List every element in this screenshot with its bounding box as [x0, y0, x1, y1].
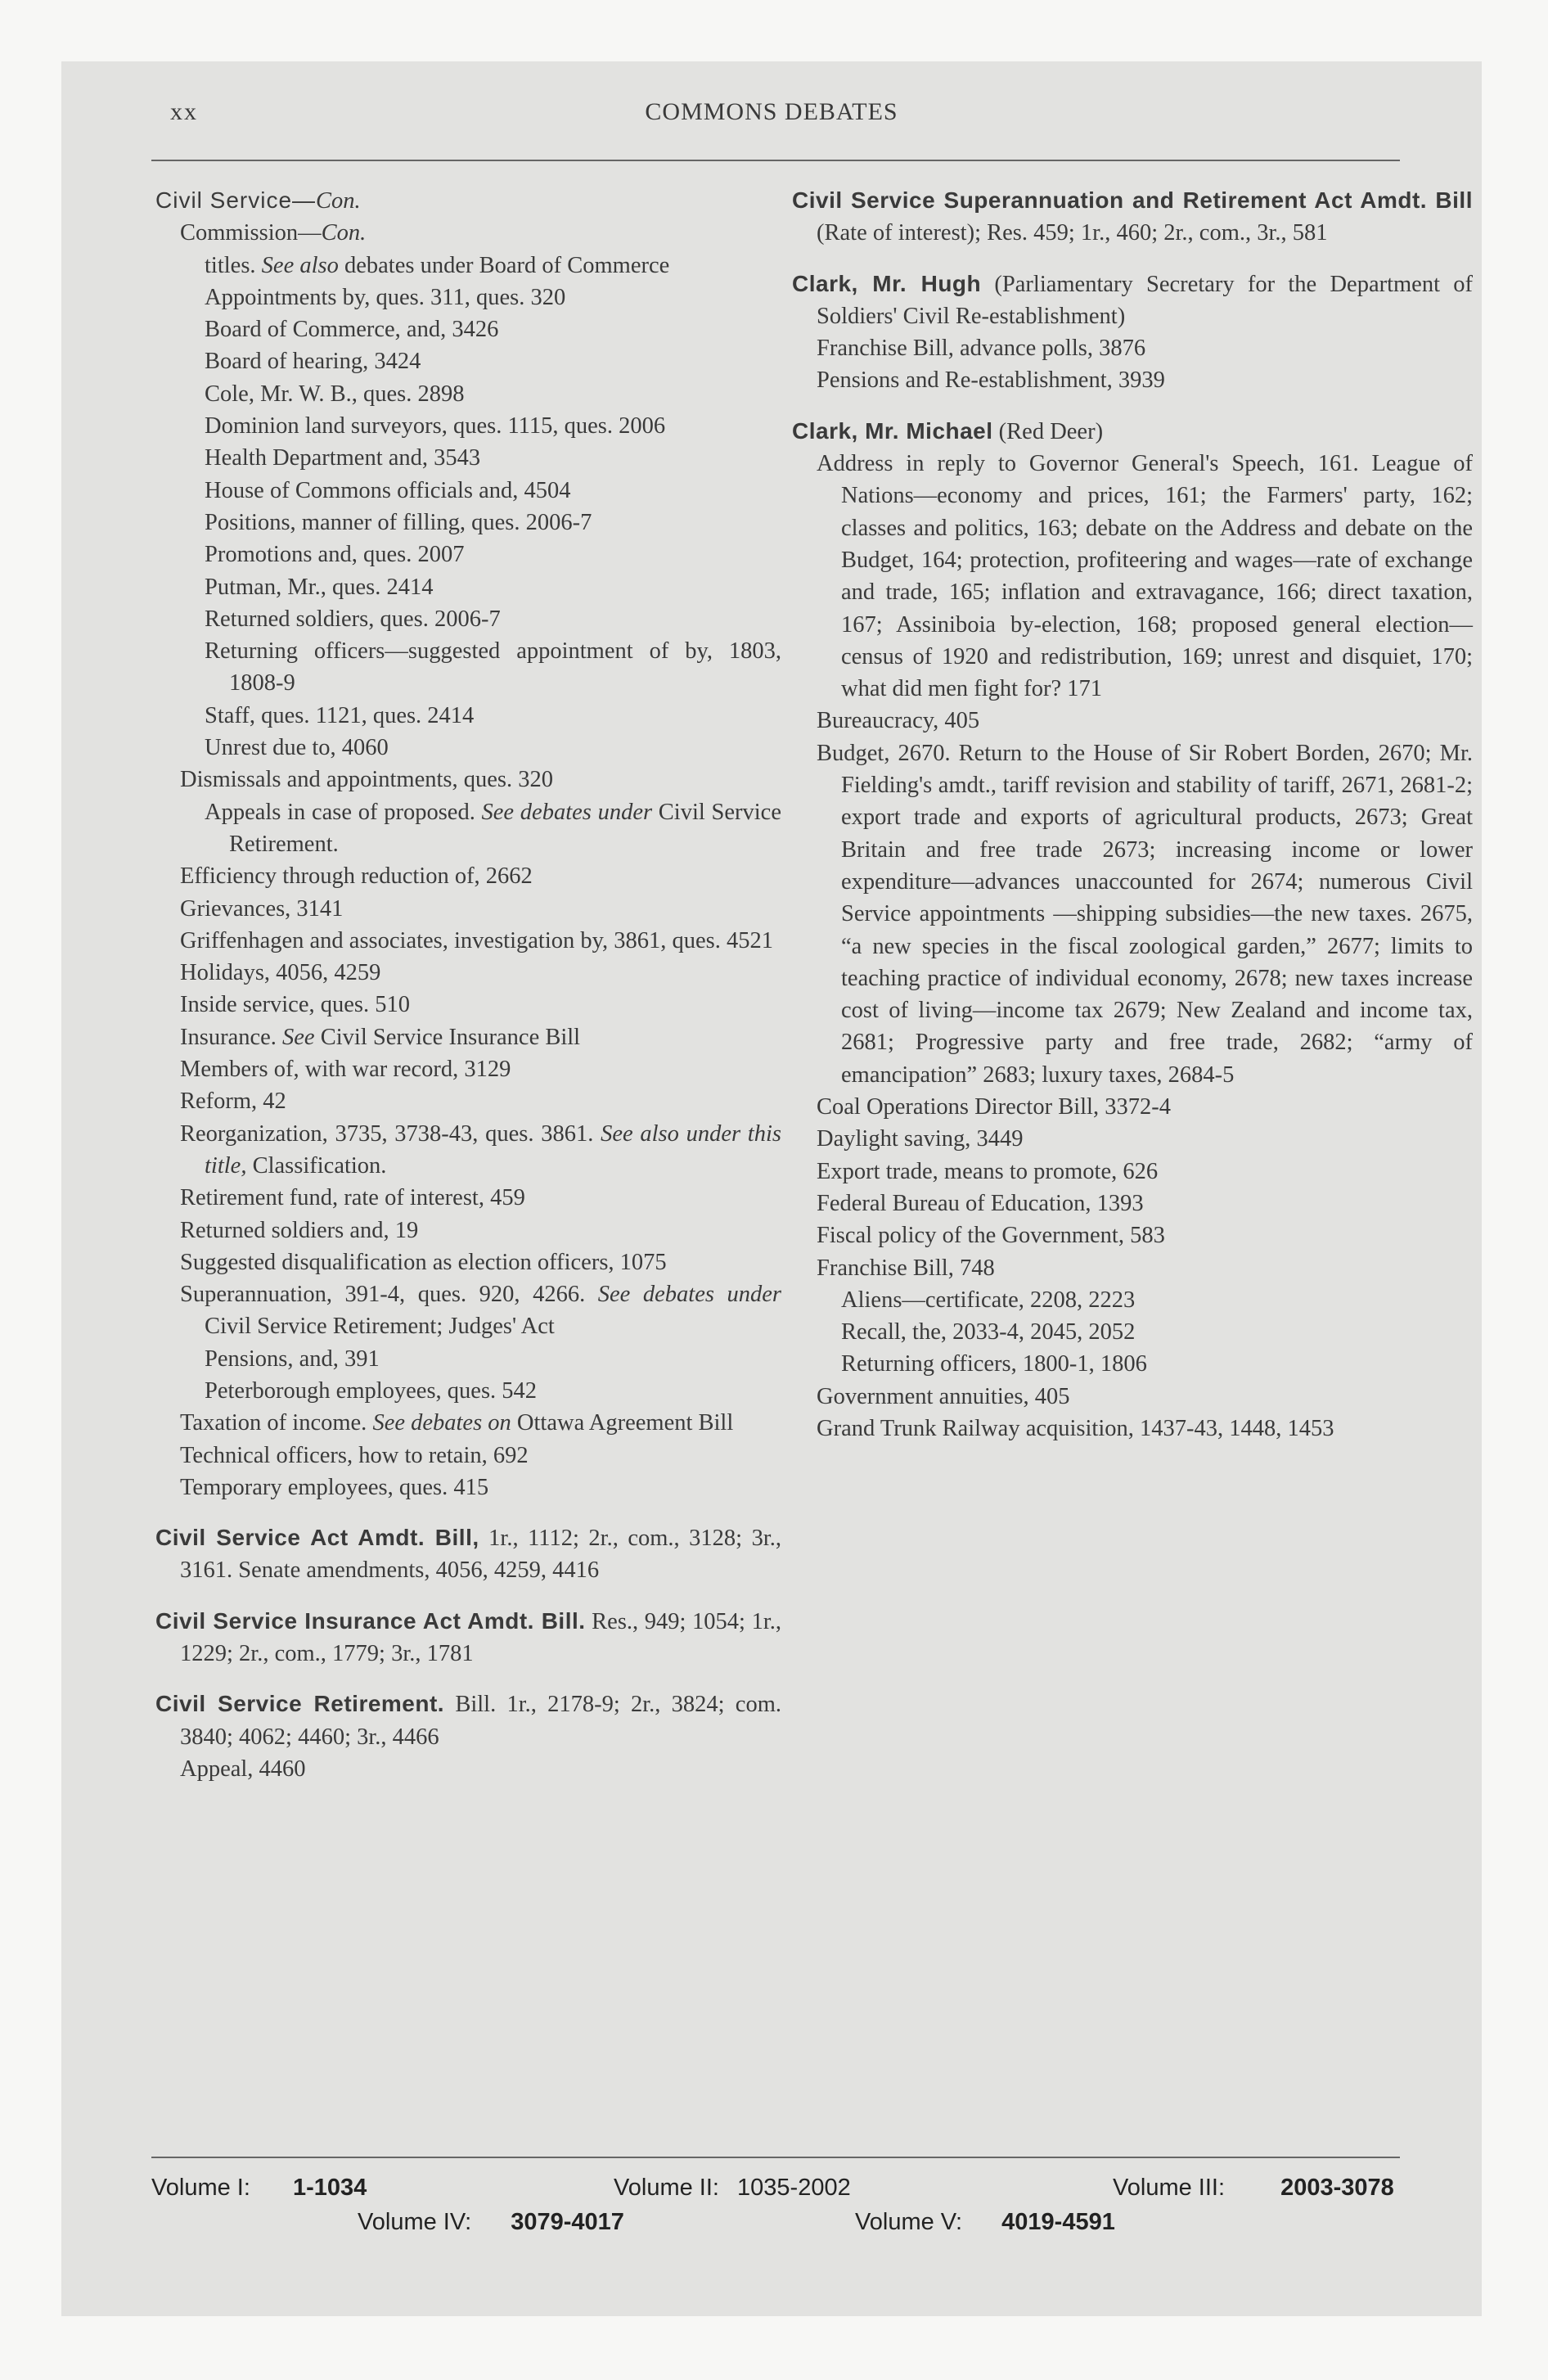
entry-text: Returned soldiers, ques. 2006-7 [205, 606, 501, 632]
index-entry [155, 313, 781, 345]
index-entry [155, 796, 781, 861]
index-entry [792, 332, 1473, 364]
entry-text: Daylight saving, 3449 [817, 1126, 1024, 1152]
entry-text: Unrest due to, 4060 [205, 735, 389, 761]
index-entry [155, 1343, 781, 1375]
index-entry [792, 1219, 1473, 1251]
index-entry [155, 989, 781, 1021]
entry-text: Technical officers, how to retain, 692 [180, 1442, 529, 1468]
entry-text: Members of, with war record, 3129 [180, 1057, 511, 1083]
index-entry [155, 1688, 781, 1753]
entry-text: Staff, ques. 1121, ques. 2414 [205, 702, 475, 728]
entry-text: Promotions and, ques. 2007 [205, 542, 465, 568]
volume-1-label: Volume I: [151, 2175, 250, 2201]
entry-heading: Civil Service— [155, 187, 317, 213]
entry-text: Address in reply to Governor General's Speech, 161. League of Nations—economy and prices, 161; the Farmers' party, 162; classes and politics, 163; debate on the Address and debate on the Budget, 164; protection, profiteering and wages—rate of exchange and trade, 165; inflation and extravagance, 166; direct taxation, 167; Assiniboia by-election, 168; proposed general election—census of 1920 and redistribution, 169; unrest and disquiet, 170; what did men fight for? 171 [817, 451, 1473, 702]
index-entry [155, 925, 781, 957]
index-entry [155, 442, 781, 474]
index-entry [155, 1118, 781, 1183]
index-entry [155, 1375, 781, 1407]
index-entry [792, 184, 1473, 250]
entry-text: Appeals in case of proposed. [205, 799, 482, 825]
index-entry [155, 217, 781, 249]
index-entry [155, 539, 781, 570]
entry-text: House of Commons officials and, 4504 [205, 477, 571, 503]
entry-text: Pensions, and, 391 [205, 1346, 380, 1372]
index-entry [155, 603, 781, 635]
entry-text: Bureaucracy, 405 [817, 708, 980, 734]
index-entry [792, 415, 1473, 448]
index-entry [155, 1053, 781, 1085]
volume-5 [855, 2209, 1115, 2236]
index-entry [792, 448, 1473, 705]
entry-text: Returning officers—suggested appointment of by, 1803, 1808-9 [205, 638, 781, 696]
entry-text: Temporary employees, ques. 415 [180, 1474, 489, 1500]
index-entry [155, 1246, 781, 1278]
entry-text: Holidays, 4056, 4259 [180, 960, 381, 986]
entry-text: (Rate of interest); Res. 459; 1r., 460; 2r., com., 3r., 581 [817, 220, 1328, 246]
entry-text: Appointments by, ques. 311, ques. 320 [205, 284, 566, 310]
entry-text: Dominion land surveyors, ques. 1115, ques. 2006 [205, 413, 666, 439]
index-entry [155, 410, 781, 442]
entry-heading: Clark, Mr. Hugh [792, 270, 982, 296]
index-entry [792, 1413, 1473, 1445]
entry-text: Franchise Bill, 748 [817, 1255, 995, 1281]
volume-4-label: Volume IV: [358, 2209, 472, 2235]
entry-italic: See debates on [372, 1410, 511, 1436]
entry-text: Griffenhagen and associates, investigation by, 3861, ques. 4521 [180, 927, 774, 953]
entry-text: Cole, Mr. W. B., ques. 2898 [205, 381, 465, 407]
entry-text: titles. [205, 252, 262, 278]
entry-heading-italic: Con. [316, 188, 361, 214]
volume-3 [1113, 2175, 1394, 2202]
entry-text: Federal Bureau of Education, 1393 [817, 1190, 1144, 1216]
entry-text: Franchise Bill, advance polls, 3876 [817, 336, 1146, 362]
entry-text: Pensions and Re-establishment, 3939 [817, 367, 1165, 394]
index-entry [155, 1753, 781, 1785]
entry-rest: Civil Service Retirement; Judges' Act [205, 1314, 555, 1340]
index-entry [155, 1440, 781, 1472]
entry-rest: Civil Service Retirement. [229, 799, 781, 857]
index-entry [792, 268, 1473, 333]
entry-text: Returning officers, 1800-1, 1806 [841, 1351, 1147, 1377]
volume-4 [358, 2209, 624, 2236]
volume-1 [151, 2175, 367, 2202]
entry-text: Budget, 2670. Return to the House of Sir Robert Borden, 2670; Mr. Fielding's amdt., tariff revision and stability of tariff, 2671, 2681-2; export trade and exports of agricultural products, 2673; Great Britain and free trade 2673; increasing income or lower expenditure—advances unaccounted for 2674; numerous Civil Service appointments —shipping subsidies—the new taxes. 2675, “a new species in the fiscal zoological garden,” 2677; limits to teaching practice of individual economy, 2678; new taxes increase cost of living—income tax 2679; New Zealand and income tax, 2681; Progressive party and free trade, 2682; “army of emancipation” 2683; luxury taxes, 2684-5 [817, 740, 1473, 1088]
index-entry [792, 1188, 1473, 1219]
entry-text: Grand Trunk Railway acquisition, 1437-43, 1448, 1453 [817, 1415, 1334, 1441]
volume-4-range: 3079-4017 [511, 2209, 624, 2235]
index-entry [792, 1348, 1473, 1380]
entry-italic: See also [261, 252, 339, 278]
entry-text: Insurance. [180, 1024, 283, 1050]
index-entry [155, 1085, 781, 1117]
volume-2-label: Volume II: [614, 2175, 719, 2201]
entry-text: (Parliamentary Secretary for the Department of Soldiers' Civil Re-establishment) [817, 271, 1473, 329]
volume-1-range: 1-1034 [292, 2175, 367, 2201]
entry-italic: See debates under [481, 799, 653, 825]
entry-text: Peterborough employees, ques. 542 [205, 1377, 538, 1404]
index-entry [792, 1316, 1473, 1348]
entry-text: Board of hearing, 3424 [205, 349, 421, 375]
entry-text: Efficiency through reduction of, 2662 [180, 863, 533, 890]
volume-2-range: 1035-2002 [737, 2175, 851, 2201]
entry-text: Coal Operations Director Bill, 3372-4 [817, 1094, 1171, 1120]
page-folio: xx [170, 98, 198, 125]
index-entry [155, 1021, 781, 1053]
index-entry [792, 1123, 1473, 1155]
entry-text: Commission— [180, 220, 322, 246]
index-entry [792, 1381, 1473, 1413]
volume-2 [614, 2175, 851, 2202]
index-entry [155, 1182, 781, 1214]
index-entry [155, 1521, 781, 1587]
entry-text: Bill. 1r., 2178-9; 2r., 3824; com. 3840; 4062; 4460; 3r., 4466 [180, 1692, 781, 1750]
entry-text: Recall, the, 2033-4, 2045, 2052 [841, 1319, 1136, 1346]
index-entry [155, 282, 781, 313]
index-entry [155, 1472, 781, 1503]
index-entry [155, 635, 781, 700]
index-entry [792, 705, 1473, 737]
entry-italic: See [282, 1024, 315, 1050]
entry-text: Board of Commerce, and, 3426 [205, 317, 499, 343]
index-entry [792, 1252, 1473, 1284]
volume-3-label: Volume III: [1113, 2175, 1226, 2201]
entry-text: Inside service, ques. 510 [180, 992, 410, 1018]
entry-italic: Con. [321, 220, 367, 246]
entry-heading: Civil Service Superannuation and Retirement Act Amdt. Bill [792, 187, 1473, 213]
entry-rest: Ottawa Agreement Bill [511, 1410, 734, 1436]
entry-italic: See also under this title, [205, 1120, 781, 1179]
scanned-page [61, 61, 1482, 2316]
entry-text: Government annuities, 405 [817, 1383, 1070, 1409]
index-entry [155, 184, 781, 217]
entry-text: Reform, 42 [180, 1089, 286, 1115]
index-entry [155, 250, 781, 282]
entry-text: Grievances, 3141 [180, 895, 344, 922]
entry-rest: Classification. [246, 1152, 387, 1179]
index-column-left [155, 184, 781, 1785]
index-entry [155, 1215, 781, 1246]
entry-text: Retirement fund, rate of interest, 459 [180, 1185, 525, 1211]
entry-heading: Clark, Mr. Michael [792, 417, 993, 444]
entry-heading: Civil Service Act Amdt. Bill, [155, 1525, 479, 1551]
entry-text: Health Department and, 3543 [205, 445, 481, 471]
header-rule [151, 160, 1400, 161]
entry-text: (Red Deer) [992, 418, 1104, 444]
volume-footer [151, 2157, 1400, 2271]
index-entry [155, 507, 781, 539]
volume-5-range: 4019-4591 [1001, 2209, 1115, 2235]
index-entry [155, 957, 781, 989]
entry-text: Suggested disqualification as election officers, 1075 [180, 1249, 667, 1275]
index-entry [155, 1605, 781, 1670]
index-entry [792, 1156, 1473, 1188]
entry-text: Positions, manner of filling, ques. 2006-7 [205, 509, 592, 535]
entry-text: Taxation of income. [180, 1410, 373, 1436]
index-entry [155, 345, 781, 377]
entry-rest: Civil Service Insurance Bill [314, 1024, 581, 1050]
index-entry [792, 1091, 1473, 1123]
entry-text: Putman, Mr., ques. 2414 [205, 574, 434, 600]
entry-heading: Civil Service Insurance Act Amdt. Bill. [155, 1607, 586, 1634]
entry-text: Res., 949; 1054; 1r., 1229; 2r., com., 1779; 3r., 1781 [180, 1608, 781, 1667]
index-column-right [792, 184, 1473, 1445]
index-entry [155, 1407, 781, 1439]
entry-text: Export trade, means to promote, 626 [817, 1158, 1159, 1184]
entry-rest: debates under Board of Commerce [338, 252, 670, 278]
index-entry [155, 700, 781, 732]
entry-text: Superannuation, 391-4, ques. 920, 4266. [180, 1282, 598, 1308]
index-entry [792, 1284, 1473, 1316]
index-entry [155, 1278, 781, 1343]
index-entry [155, 893, 781, 925]
entry-text: Dismissals and appointments, ques. 320 [180, 767, 553, 793]
entry-text: Fiscal policy of the Government, 583 [817, 1223, 1165, 1249]
index-entry [792, 364, 1473, 396]
index-entry [155, 378, 781, 410]
index-entry [155, 764, 781, 796]
index-entry [155, 732, 781, 764]
entry-italic: See debates under [597, 1282, 781, 1308]
running-title: COMMONS DEBATES [645, 98, 898, 125]
entry-text: Aliens—certificate, 2208, 2223 [841, 1287, 1136, 1313]
entry-text: Appeal, 4460 [180, 1756, 306, 1782]
index-entry [155, 571, 781, 603]
index-entry [155, 475, 781, 507]
index-entry [155, 860, 781, 892]
entry-text: Reorganization, 3735, 3738-43, ques. 3861. [180, 1120, 601, 1147]
volume-5-label: Volume V: [855, 2209, 963, 2235]
volume-3-range: 2003-3078 [1280, 2175, 1394, 2201]
footer-rule [151, 2157, 1400, 2158]
index-entry [792, 737, 1473, 1091]
entry-text: Returned soldiers and, 19 [180, 1217, 419, 1243]
entry-heading: Civil Service Retirement. [155, 1691, 445, 1717]
entry-text: 1r., 1112; 2r., com., 3128; 3r., 3161. Senate amendments, 4056, 4259, 4416 [180, 1526, 781, 1584]
